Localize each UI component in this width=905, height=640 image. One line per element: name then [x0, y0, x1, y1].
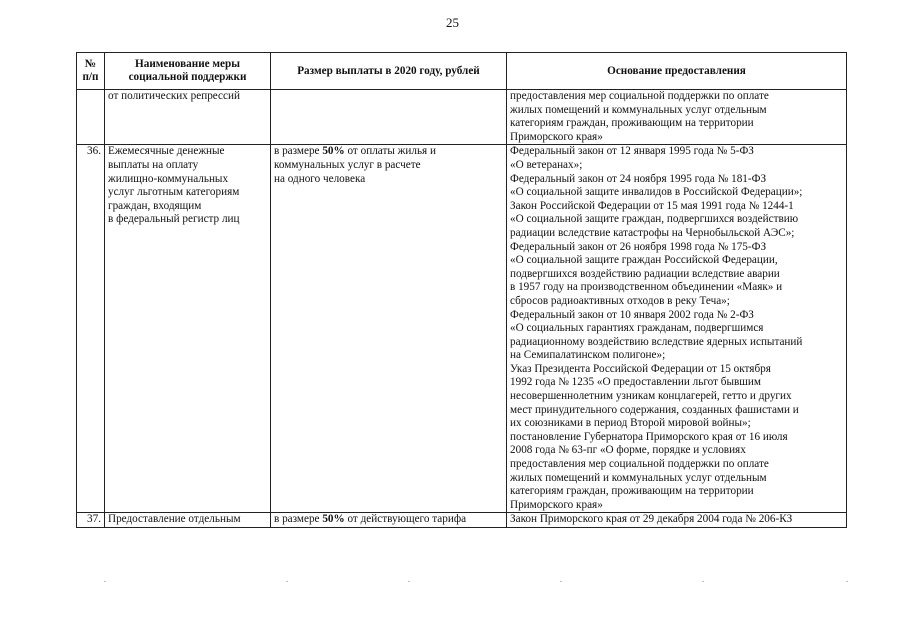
- amount-percent: 50%: [322, 513, 345, 526]
- text-line: Закон Российской Федерации от 15 мая 1991 года № 1244-1: [510, 199, 794, 212]
- text-line: жилых помещений и коммунальных услуг отдельным: [510, 103, 767, 116]
- text-line: жилых помещений и коммунальных услуг отдельным: [510, 471, 767, 484]
- text-line: категориям граждан, проживающим на территории: [510, 485, 754, 498]
- text-line: сбросов радиоактивных отходов в реку Теча»;: [510, 294, 730, 307]
- table-row-36: [77, 145, 847, 513]
- table-row-37: [77, 513, 847, 528]
- cell-name: Предоставление отдельным: [105, 513, 271, 528]
- cell-basis: [507, 90, 847, 145]
- text-line: Федеральный закон от 12 января 1995 года № 5-ФЗ: [510, 145, 754, 158]
- cell-amount: [271, 90, 507, 145]
- text-line: Федеральный закон от 26 ноября 1998 года № 175-ФЗ: [510, 240, 767, 253]
- text-line: 1992 года № 1235 «О предоставлении льгот бывшим: [510, 376, 761, 389]
- text-line: «О социальных гарантиях гражданам, подвергшимся: [510, 322, 764, 335]
- text-line: постановление Губернатора Приморского края от 16 июля: [510, 430, 788, 443]
- cell-name: от политических репрессий: [105, 90, 271, 145]
- text-line: предоставления мер социальной поддержки по оплате: [510, 90, 769, 102]
- text-line: «О социальной защите инвалидов в Российской Федерации»;: [510, 186, 803, 199]
- text-line: подвергшихся воздействию радиации вследствие аварии: [510, 267, 780, 280]
- header-amount: Размер выплаты в 2020 году, рублей: [271, 53, 507, 90]
- text-line: Ежемесячные денежные: [108, 145, 225, 158]
- cell-num: 37.: [77, 513, 105, 528]
- cell-amount: в размере 50% от оплаты жилья и коммунальных услуг в расчете на одного человека: [271, 145, 507, 513]
- header-num: № п/п: [77, 53, 105, 90]
- scan-artifact-dots: [90, 581, 860, 582]
- social-support-table: [76, 52, 847, 528]
- cell-num: [77, 90, 105, 145]
- text-line: жилищно-коммунальных: [108, 172, 229, 185]
- text-line: категориям граждан, проживающим на территории: [510, 117, 754, 130]
- text-line: Приморского края»: [510, 130, 603, 143]
- text-line: «О социальной защите граждан, подвергшихся воздействию: [510, 213, 799, 226]
- text-line: радиационному воздействию вследствие ядерных испытаний: [510, 335, 803, 348]
- amount-percent: 50%: [322, 145, 345, 158]
- header-name: Наименование меры социальной поддержки: [105, 53, 271, 90]
- text-line: «О социальной защите граждан Российской Федерации,: [510, 254, 778, 267]
- cell-name: [105, 145, 271, 513]
- text-line: мест принудительного содержания, созданных фашистами и: [510, 403, 799, 416]
- text-line: Приморского края»: [510, 498, 603, 511]
- text-line: радиации вследствие катастрофы на Чернобыльской АЭС»;: [510, 226, 795, 239]
- text-line: «О ветеранах»;: [510, 158, 583, 171]
- cell-basis: [507, 145, 847, 513]
- text-line: Указ Президента Российской Федерации от 15 октября: [510, 362, 771, 375]
- header-basis: Основание предоставления: [507, 53, 847, 90]
- table-header-row: [77, 53, 847, 90]
- text-line: в 1957 году на производственном объединении «Маяк» и: [510, 281, 783, 294]
- page-number: 25: [446, 15, 459, 30]
- text-line: граждан, входящим: [108, 199, 202, 212]
- cell-amount: в размере 50% от действующего тарифа: [271, 513, 507, 528]
- text-line: предоставления мер социальной поддержки по оплате: [510, 458, 769, 471]
- text-line: несовершеннолетним узникам концлагерей, гетто и других: [510, 390, 792, 403]
- text-line: Федеральный закон от 10 января 2002 года № 2-ФЗ: [510, 308, 754, 321]
- text-line: их союзниками в период Второй мировой войны»;: [510, 417, 751, 430]
- cell-num: 36.: [77, 145, 105, 513]
- table-row-continued: [77, 90, 847, 145]
- text-line: выплаты на оплату: [108, 158, 199, 171]
- text-line: 2008 года № 63-пг «О форме, порядке и условиях: [510, 444, 746, 457]
- text-line: в федеральный регистр лиц: [108, 213, 240, 226]
- cell-basis: Закон Приморского края от 29 декабря 2004 года № 206-КЗ: [507, 513, 847, 528]
- text-line: услуг льготным категориям: [108, 186, 240, 199]
- text-line: Федеральный закон от 24 ноября 1995 года № 181-ФЗ: [510, 172, 767, 185]
- text-line: на Семипалатинском полигоне»;: [510, 349, 666, 362]
